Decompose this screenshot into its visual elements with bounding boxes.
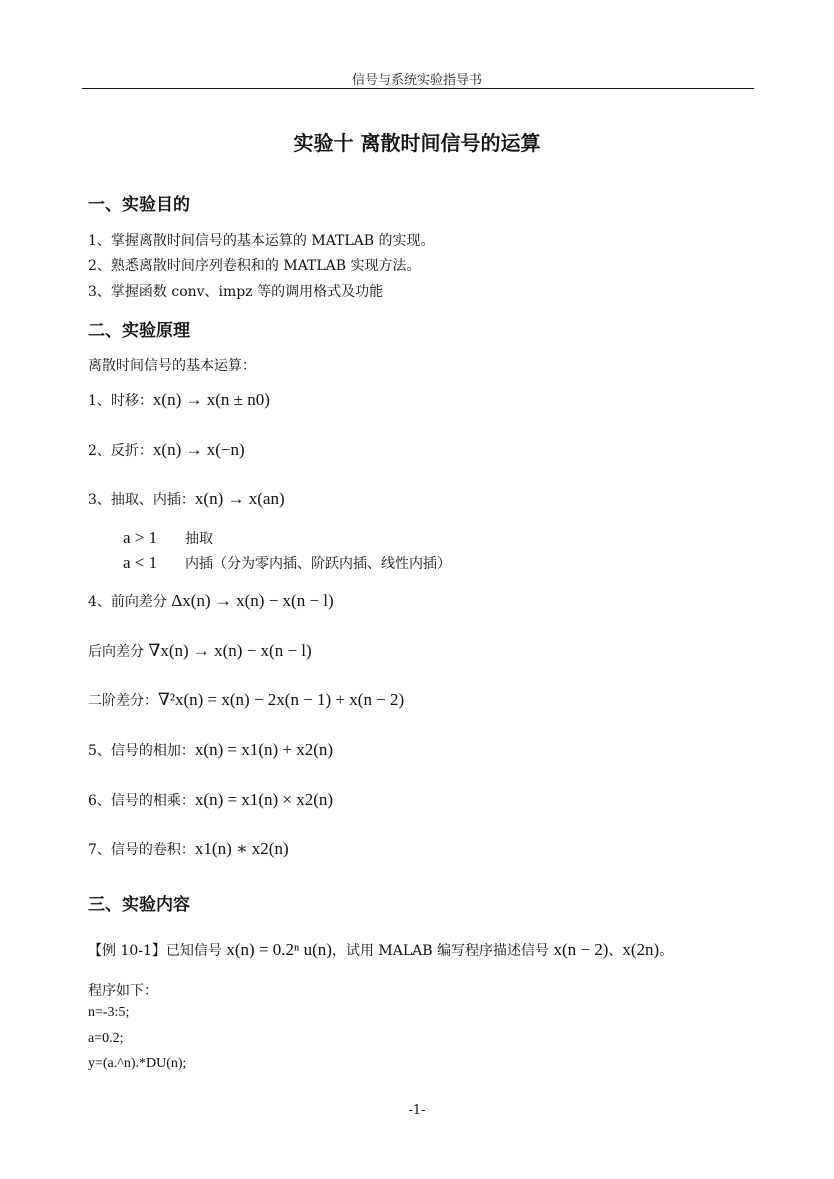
op-decimate [88, 489, 285, 509]
op-formula: x(n) → x(−n) [152, 440, 245, 459]
op-backward-diff [88, 641, 312, 661]
example-formula: x(n) = 0.2ⁿ u(n) [226, 940, 332, 959]
op-label: 5、信号的相加： [88, 743, 195, 759]
page-title: 实验十 离散时间信号的运算 [293, 131, 541, 155]
case-cond: a > 1 [123, 528, 158, 547]
principle-intro: 离散时间信号的基本运算： [88, 358, 256, 374]
op-add [88, 740, 333, 760]
code-line-2: a=0.2; [88, 1031, 124, 1046]
case-desc: 抽取 [185, 531, 213, 547]
op-label: 2、反折： [88, 443, 153, 459]
example-signal-1: x(n − 2) [553, 940, 609, 959]
case-cond: a < 1 [123, 553, 158, 572]
op-second-diff [88, 690, 404, 710]
op-reverse [88, 440, 245, 460]
op-multiply [88, 790, 333, 810]
example-sep: 、 [608, 943, 623, 959]
op-formula: x(n) = x1(n) × x2(n) [194, 790, 334, 809]
op-formula: x(n) → x(n ± n0) [152, 390, 270, 409]
op-label: 4、前向差分 [88, 594, 167, 610]
op-label: 后向差分 [88, 644, 144, 660]
op-forward-diff [88, 591, 334, 611]
op-formula: Δx(n) → x(n) − x(n − l) [171, 591, 334, 610]
example-end: 。 [659, 943, 674, 959]
page-number: -1- [408, 1103, 426, 1118]
op-label: 1、时移： [88, 393, 153, 409]
case-desc: 内插（分为零内插、阶跃内插、线性内插） [185, 556, 451, 572]
purpose-item-1: 1、掌握离散时间信号的基本运算的 MATLAB 的实现。 [88, 233, 435, 249]
op-convolution [88, 839, 289, 859]
example-signal-2: x(2n) [622, 940, 660, 959]
section-heading-content: 三、实验内容 [88, 895, 190, 915]
op-formula: x(n) → x(an) [194, 489, 285, 508]
op-shift [88, 390, 270, 410]
op-label: 6、信号的相乘： [88, 793, 195, 809]
example-text-2: ，试用 MALAB 编写程序描述信号 [331, 943, 549, 959]
op-formula: ∇²x(n) = x(n) − 2x(n − 1) + x(n − 2) [158, 690, 405, 709]
op-label: 3、抽取、内插： [88, 492, 195, 508]
running-header: 信号与系统实验指导书 [351, 73, 482, 88]
section-heading-principle: 二、实验原理 [88, 321, 190, 341]
section-heading-purpose: 一、实验目的 [88, 195, 190, 215]
example-tag: 【例 10-1】 [88, 943, 166, 959]
code-line-1: n=-3:5; [88, 1005, 130, 1020]
case-a-greater [123, 528, 213, 548]
op-label: 7、信号的卷积： [88, 842, 195, 858]
example-text-1: 已知信号 [165, 943, 222, 959]
op-formula: x1(n) ∗ x2(n) [194, 839, 289, 858]
case-a-less [123, 553, 451, 573]
code-line-3: y=(a.^n).*DU(n); [88, 1056, 187, 1071]
op-label: 二阶差分： [88, 693, 158, 709]
example-statement [88, 940, 673, 960]
header-rule [82, 88, 754, 89]
op-formula: ∇x(n) → x(n) − x(n − l) [148, 641, 312, 660]
purpose-item-3: 3、掌握函数 conv、impz 等的调用格式及功能 [88, 284, 384, 300]
program-intro: 程序如下： [88, 983, 158, 999]
op-formula: x(n) = x1(n) + x2(n) [194, 740, 334, 759]
purpose-item-2: 2、熟悉离散时间序列卷积和的 MATLAB 实现方法。 [88, 258, 421, 274]
